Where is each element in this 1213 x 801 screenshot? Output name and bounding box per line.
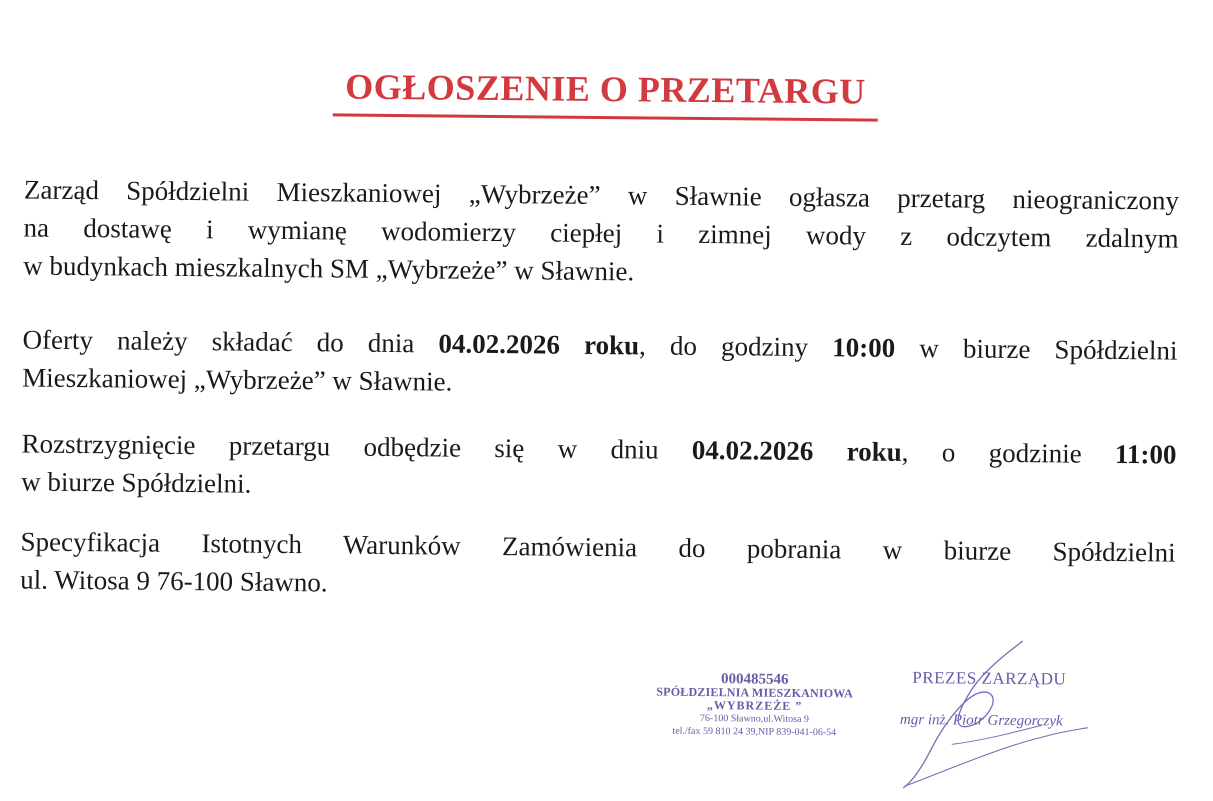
offer-time: 10:00 <box>832 332 896 363</box>
signature-name: mgr inż. Piotr Grzegorczyk <box>899 711 1063 730</box>
stamp-address: 76-100 Sławno,ul.Witosa 9 <box>699 712 810 726</box>
p1-line-2: na dostawę i wymianę wodomierzy ciepłej i zimnej wody z odczytem zdalnym <box>23 212 1179 254</box>
p4-line-1: Specyfikacja Istotnych Warunków Zamówienia do pobrania w biurze Spółdzielni <box>20 526 1176 568</box>
paragraph-specification <box>20 522 1176 609</box>
resolution-time: 11:00 <box>1114 438 1177 470</box>
paragraph-tender-announcement <box>23 170 1179 295</box>
stamp-name: SPÓŁDZIELNIA MIESZKANIOWA <box>656 684 854 701</box>
p1-line-3: w budynkach mieszkalnych SM „Wybrzeże” w Sławnie. <box>23 250 635 287</box>
p3-text-c: , o godzinie <box>901 436 1116 469</box>
stamp-id: 000485546 <box>720 671 789 688</box>
stamp-contact: tel./fax 59 810 24 39,NIP 839-041-06-54 <box>672 725 837 739</box>
p1-line-1: Zarząd Spółdzielni Mieszkaniowej „Wybrzeże” w Sławnie ogłasza przetarg nieograniczony <box>23 174 1180 216</box>
p3-text-a: Rozstrzygnięcie przetargu odbędzie się w dniu <box>21 428 693 465</box>
offer-date: 04.02.2026 roku <box>438 328 640 361</box>
p2-text-a: Oferty należy składać do dnia <box>22 324 439 359</box>
p2-text-e: w biurze Spółdzielni <box>895 332 1178 366</box>
signature-title: PREZES ZARZĄDU <box>912 668 1067 689</box>
p2-line-2: Mieszkaniowej „Wybrzeże” w Sławnie. <box>22 362 453 397</box>
p2-text-c: , do godziny <box>638 330 833 363</box>
signature-block <box>892 668 1107 730</box>
cooperative-stamp <box>637 672 873 739</box>
paragraph-tender-resolution <box>21 424 1177 511</box>
stamp-quote: „WYBRZEŻE ” <box>706 698 803 713</box>
announcement-title: OGŁOSZENIE O PRZETARGU <box>333 65 878 121</box>
resolution-date: 04.02.2026 roku <box>691 434 902 467</box>
paragraph-offer-deadline <box>22 320 1178 407</box>
p4-line-2: ul. Witosa 9 76-100 Sławno. <box>20 564 328 598</box>
p3-line-2: w biurze Spółdzielni. <box>21 466 252 499</box>
